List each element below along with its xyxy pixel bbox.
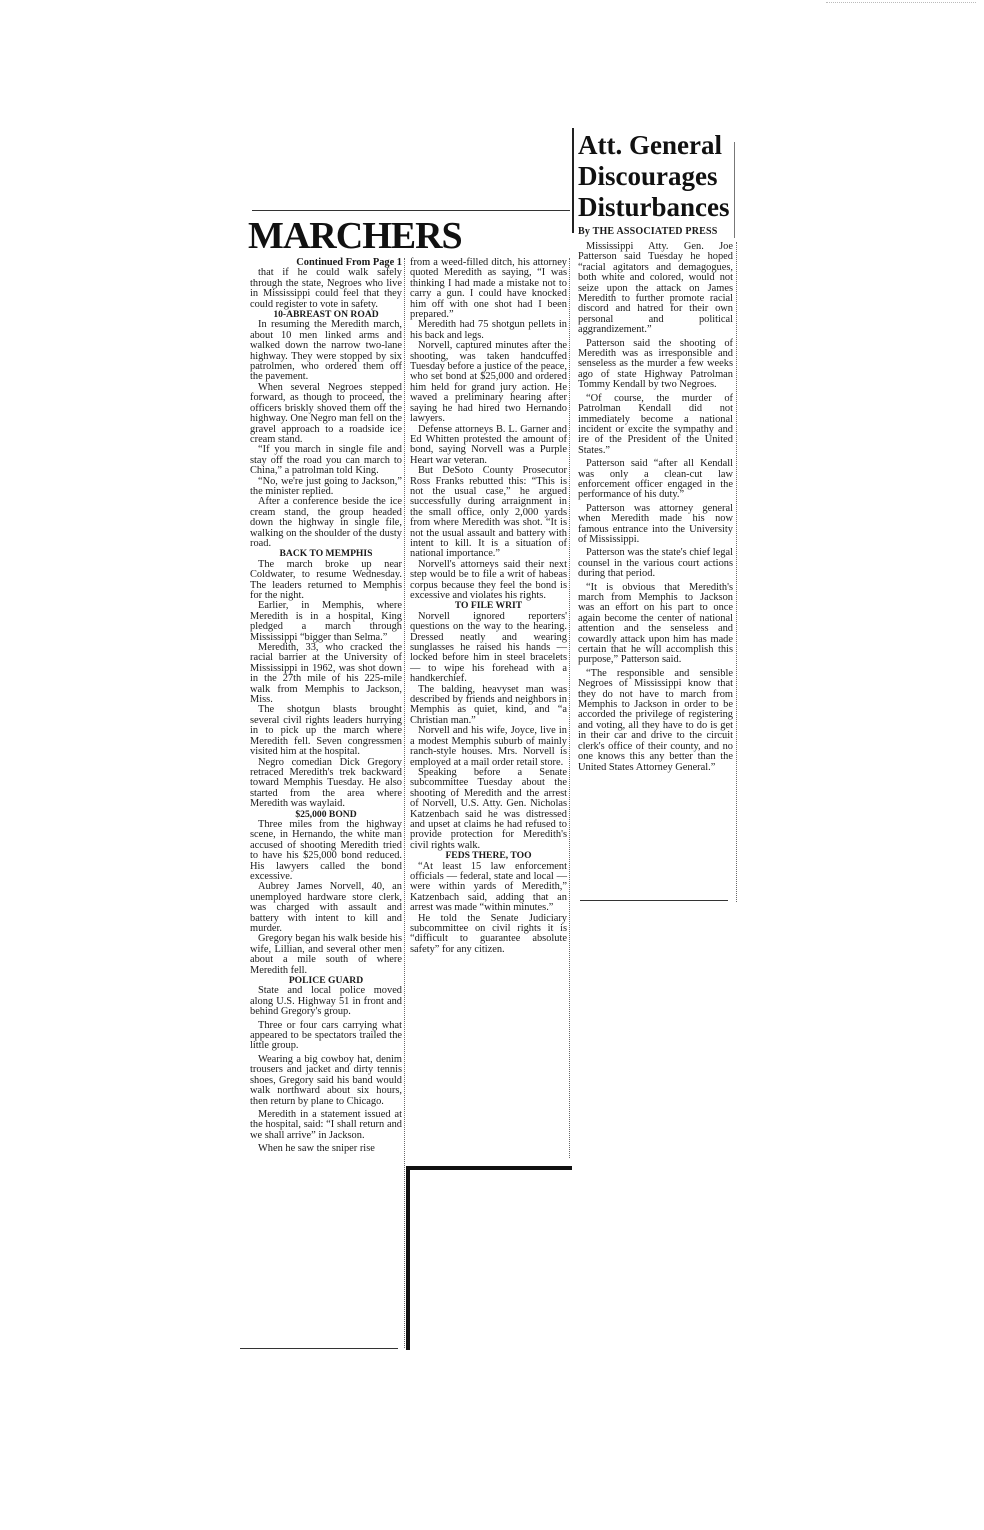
- paragraph: Aubrey James Norvell, 40, an unemployed hardware store clerk, was charged with assault and battery with intent to kill and murder.: [250, 881, 402, 934]
- paragraph: He told the Senate Judiciary subcommittee on civil rights it is “difficult to guarantee absolute safety” for any citizen.: [410, 912, 567, 955]
- paragraph: Speaking before a Senate subcommittee Tuesday about the shooting of Meredith and the arrest of Norvell, U.S. Atty. Gen. Nicholas Katzenbach said he was distressed and upset at claims he had refused to provide protection for Meredith's civil rights walk.: [410, 766, 567, 851]
- paragraph: State and local police moved along U.S. Highway 51 in front and behind Gregory's group.: [250, 985, 402, 1018]
- paragraph: When several Negroes stepped forward, as though to proceed, the officers briskly shoved them off the highway. One Negro man fell on the gravel approach to a roadside ice cream stand.: [250, 381, 402, 445]
- continued-label: Continued From Page 1: [296, 257, 402, 268]
- subhead: 10-ABREAST ON ROAD: [273, 309, 379, 321]
- paragraph: Gregory began his walk beside his wife, Lillian, and several other men about a mile south of where Meredith fell.: [250, 933, 402, 976]
- subhead: BACK TO MEMPHIS: [279, 548, 373, 560]
- paragraph: “Of course, the murder of Patrolman Kendall did not immediately become a national incident or excite the sympathy and ire of the President of the United States.”: [578, 392, 733, 456]
- paragraph: Patterson said “after all Kendall was only a clean-cut law enforcement officer engaged in the performance of his duty.”: [578, 458, 733, 501]
- column-divider-1: [404, 258, 405, 1348]
- paragraph: When he saw the sniper rise: [258, 1143, 375, 1155]
- paragraph: Norvell ignored reporters' questions on the way to the hearing. Dressed neatly and wearing sunglasses he raised his hands — locked before him in steel bracelets — to wipe his forehead with a handkerchief.: [410, 610, 567, 685]
- subhead: POLICE GUARD: [288, 975, 364, 987]
- side-headline: [578, 130, 738, 223]
- paragraph: Patterson was attorney general when Meredith made his now famous entrance into the University of Mississippi.: [578, 502, 733, 545]
- side-article-column: [578, 242, 733, 773]
- column-divider-2: [569, 258, 570, 1158]
- paragraph: Meredith had 75 shotgun pellets in his back and legs.: [410, 319, 567, 341]
- subhead: TO FILE WRIT: [454, 600, 523, 612]
- paragraph: The balding, heavyset man was described by friends and neighbors in Memphis as quiet, kind, and “a Christian man.”: [410, 683, 567, 726]
- subhead: FEDS THERE, TOO: [445, 850, 532, 862]
- paragraph: The march broke up near Coldwater, to resume Wednesday. The leaders returned to Memphis for the night.: [250, 558, 402, 601]
- subhead: $25,000 BOND: [295, 808, 357, 820]
- paragraph: Norvell and his wife, Joyce, live in a modest Memphis suburb of mainly ranch-style houses. Mrs. Norvell is employed at a mail order retail store.: [410, 725, 567, 768]
- byline: By THE ASSOCIATED PRESS: [578, 226, 718, 237]
- paragraph: Meredith, 33, who cracked the racial barrier at the University of Mississippi in 1962, was shot down in the 27th mile of his 225-mile walk from Memphis to Jackson, Miss.: [250, 642, 402, 706]
- article-column-2: [410, 258, 567, 955]
- paragraph: Earlier, in Memphis, where Meredith is in a hospital, King pledged a march through Mississippi “bigger than Selma.”: [250, 600, 402, 643]
- paragraph: that if he could walk safely through the state, Negroes who live in Mississippi could feel that they could register to vote in safety.: [250, 267, 402, 310]
- paragraph: In resuming the Meredith march, about 10 men linked arms and walked down the narrow two-lane highway. They were stopped by six patrolmen, who ordered them off the pavement.: [250, 319, 402, 383]
- paragraph: Three miles from the highway scene, in Hernando, the white man accused of shooting Meredith tried to have his $25,000 bond reduced. His lawyers called the bond excessive.: [250, 818, 402, 882]
- column-end-bracket-vertical: [406, 1166, 410, 1350]
- side-headline-line: Disturbances: [578, 192, 730, 222]
- column-end-bracket: [406, 1166, 572, 1170]
- column-divider-3: [736, 242, 737, 902]
- paragraph: Patterson said the shooting of Meredith was as irresponsible and senseless as the murder a few weeks ago of state Highway Patrolman Tommy Kendall by two Negroes.: [578, 337, 733, 391]
- paragraph: “At least 15 law enforcement officials — federal, state and local — were within yards of Meredith,” Katzenbach said, adding that an arrest was made “within minutes.”: [410, 860, 567, 914]
- paragraph: Three or four cars carrying what appeared to be spectators trailed the little group.: [250, 1019, 402, 1052]
- paragraph: Norvell, captured minutes after the shooting, was taken handcuffed Tuesday before a justice of the peace, who set bond at $25,000 and ordered him held for grand jury action. He waved a preliminary hearing after saying he had hired two Hernando lawyers.: [410, 340, 567, 425]
- paragraph: After a conference beside the ice cream stand, the group headed down the highway in single file, walking on the shoulder of the dusty road.: [250, 496, 402, 549]
- paragraph: Mississippi Atty. Gen. Joe Patterson said Tuesday he hoped “racial agitators and demagogues, both white and colored, would not seize upon the attack on James Meredith to further promote racial discord and hatred for their own personal and political aggrandizement.”: [578, 241, 733, 336]
- side-left-rule: [572, 128, 574, 233]
- main-headline: MARCHERS: [248, 215, 462, 257]
- paragraph: Defense attorneys B. L. Garner and Ed Whitten protested the amount of bond, saying Norvell was a Purple Heart war veteran.: [410, 423, 567, 466]
- paragraph: “The responsible and sensible Negroes of Mississippi know that they do not have to march from Memphis to Jackson in order to be accorded the privilege of registering and voting, all they have to do is get in their car and drive to the circuit clerk's office of their county, and no one knows this any better than the United States Attorney General.”: [578, 667, 733, 773]
- side-bottom-rule: [580, 900, 728, 901]
- side-headline-line: Att. General: [578, 130, 722, 160]
- paragraph: But DeSoto County Prosecutor Ross Franks rebutted this: “This is not the usual case,” he argued successfully during arraignment in the small office, only 2,000 yards from where Meredith was shot. “It is not the usual assault and battery with intent to kill. It is a situation of national importance.”: [410, 465, 567, 560]
- paragraph: Meredith in a statement issued at the hospital, said: “I shall return and we shall arrive” in Jackson.: [250, 1108, 402, 1141]
- top-rule: [252, 210, 570, 211]
- paragraph: Patterson was the state's chief legal counsel in the various court actions during that period.: [578, 547, 733, 580]
- bottom-rule-left: [240, 1348, 398, 1349]
- top-edge-dots: [826, 2, 976, 3]
- article-column-1: [250, 258, 402, 1155]
- side-headline-line: Discourages: [578, 161, 718, 191]
- paragraph: Negro comedian Dick Gregory retraced Meredith's trek backward toward Memphis Tuesday. He also started from the area where Meredith was waylaid.: [250, 756, 402, 810]
- paragraph: Wearing a big cowboy hat, denim trousers and jacket and dirty tennis shoes, Gregory said his band would walk northward about six hours, then return by plane to Chicago.: [250, 1053, 402, 1107]
- paragraph: Norvell's attorneys said their next step would be to file a writ of habeas corpus because they feel the bond is excessive and violates his rights.: [410, 558, 567, 601]
- paragraph: “It is obvious that Meredith's march from Memphis to Jackson was an effort on his part to once again become the center of national attention and the senseless and cowardly attack upon him has made certain that he will accomplish this purpose,” Patterson said.: [578, 581, 733, 666]
- paragraph: “No, we're just going to Jackson,” the minister replied.: [250, 475, 402, 497]
- paragraph: from a weed-filled ditch, his attorney quoted Meredith as saying, “I was thinking I had made a mistake not to carry a gun. I could have knocked him off with one shot had I been prepared.”: [410, 257, 567, 321]
- paragraph: The shotgun blasts brought several civil rights leaders hurrying in to pick up the march where Meredith fell. Seven congressmen visited him at the hospital.: [250, 704, 402, 758]
- paragraph: “If you march in single file and stay off the road you can march to China,” a patrolman told King.: [250, 444, 402, 477]
